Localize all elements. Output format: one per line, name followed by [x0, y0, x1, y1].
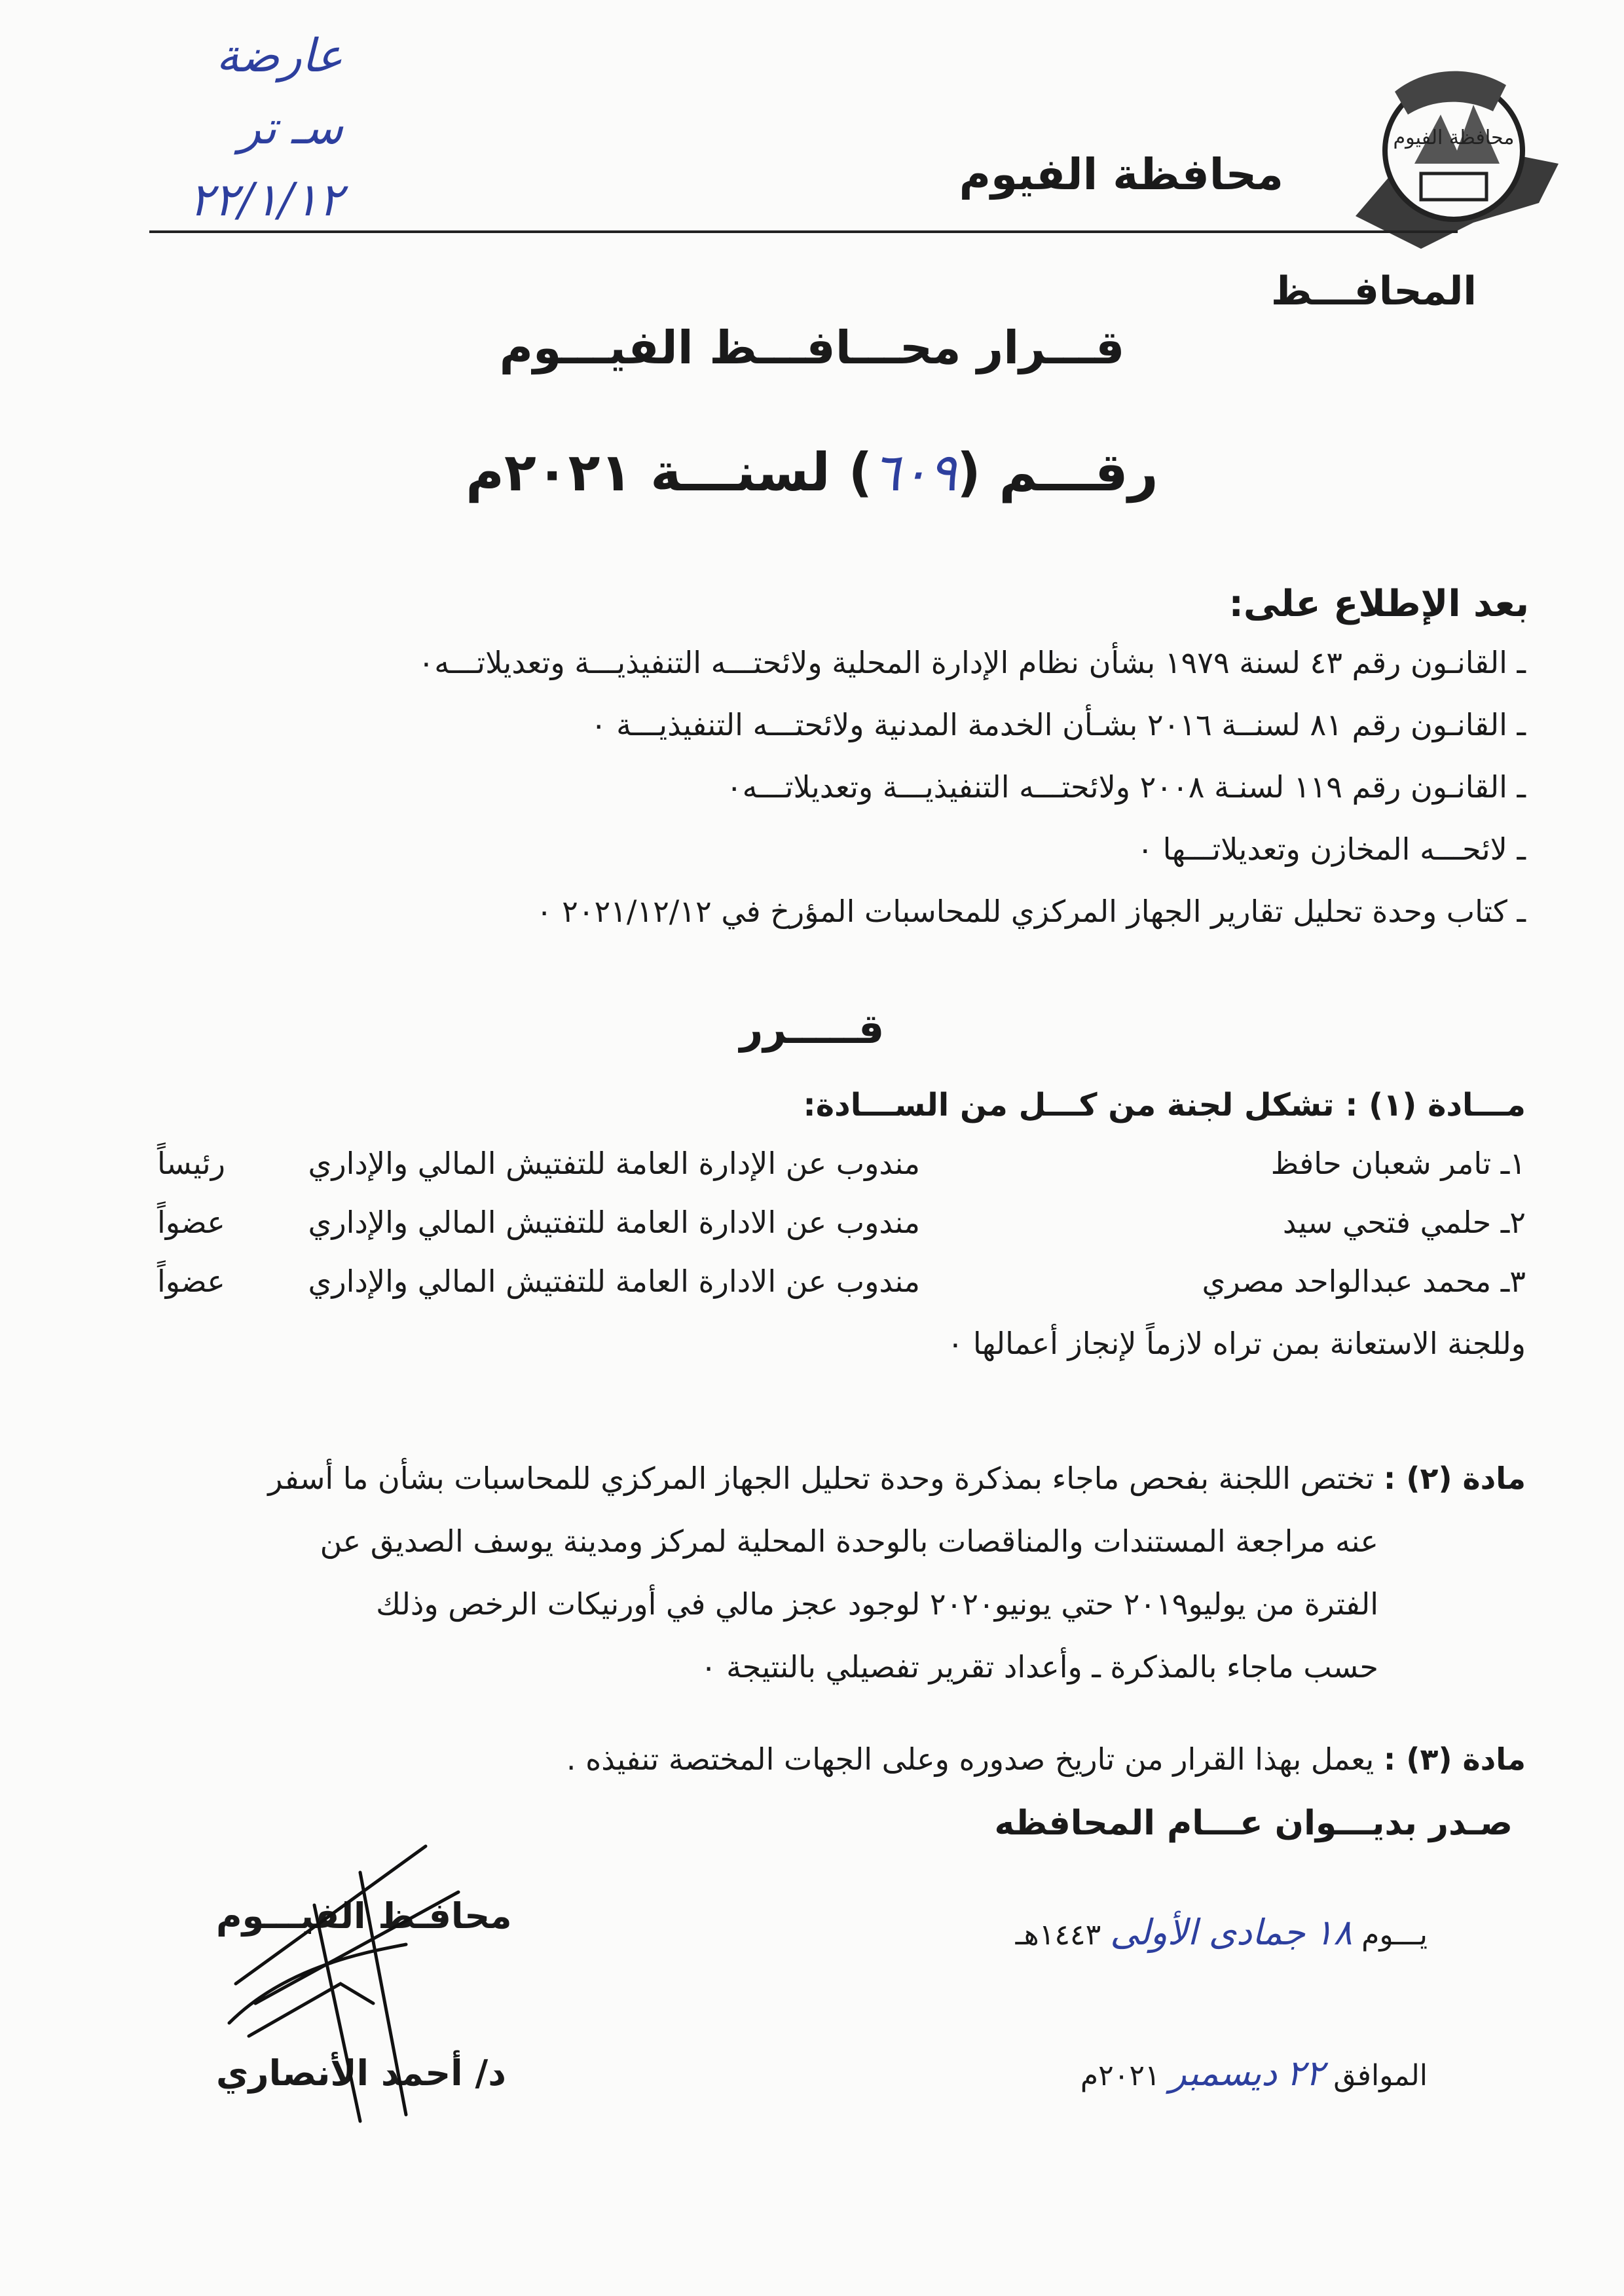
letterhead-divider	[149, 230, 1458, 233]
decision-number-value: ٦٠٩	[872, 442, 957, 503]
article-2-line: حسب ماجاء بالمذكرة ـ وأعداد تقرير تفصيلي بالنتيجة ٠	[700, 1649, 1378, 1685]
annotation-line-3: ٢٢/١/١٢	[189, 173, 343, 227]
signatory-title: محافـظ الفيـــوم	[216, 1895, 512, 1937]
governorate-name: محافظة الفيوم	[959, 149, 1283, 200]
hijri-date-prefix: يـــوم	[1361, 1918, 1428, 1952]
article-1-heading: مـــادة (١) : تشكل لجنة من كـــل من الســـادة:	[803, 1087, 1526, 1123]
preamble-item: ـ كتاب وحدة تحليل تقارير الجهاز المركزي للمحاسبات المؤرخ في ٢٠٢١/١٢/١٢ ٠	[536, 894, 1526, 929]
member-name: ٣ـ محمد عبدالواحد مصري	[1202, 1264, 1526, 1299]
article-2-heading: مادة (٢) :	[1383, 1461, 1526, 1496]
decided-heading: قـــــرر	[739, 1005, 885, 1053]
hijri-month: جمادى الأولى	[1110, 1912, 1306, 1953]
office-label: المحافـــظ	[1270, 268, 1477, 314]
member-name: ١ـ تامر شعبان حافظ	[1270, 1146, 1526, 1181]
member-name: ٢ـ حلمي فتحي سيد	[1282, 1205, 1526, 1240]
decision-number	[0, 442, 1624, 503]
article-2-line: تختص اللجنة بفحص ماجاء بمذكرة وحدة تحليل الجهاز المركزي للمحاسبات بشأن ما أسفر	[268, 1461, 1375, 1496]
preamble-heading: بعد الإطلاع على:	[1228, 583, 1529, 625]
gregorian-month: ديسمبر	[1169, 2052, 1278, 2094]
member-role: رئيساً	[157, 1146, 225, 1181]
preamble-item: ـ القانـون رقم ٤٣ لسنة ١٩٧٩ بشأن نظام الإدارة المحلية ولائحتـــه التنفيذيـــة وتعديلاتـــه٠	[418, 645, 1526, 680]
signature-scribble-icon	[210, 1833, 485, 2134]
annotation-line-1: عارضة	[216, 29, 343, 82]
article-2-line: الفترة من يوليو٢٠١٩ حتي يونيو٢٠٢٠ لوجود عجز مالي في أورنيكات الرخص وذلك	[376, 1586, 1378, 1622]
member-representation: مندوب عن الادارة العامة للتفتيش المالي والإداري	[308, 1264, 920, 1299]
article-2-line: عنه مراجعة المستندات والمناقصات بالوحدة المحلية لمركز ومدينة يوسف الصديق عن	[320, 1523, 1378, 1559]
gregorian-day: ٢٢	[1286, 2052, 1325, 2094]
signatory-name: د/ أحمد الأنصاري	[216, 2052, 506, 2094]
annotation-line-2: سـ تر	[238, 101, 343, 155]
preamble-item: ـ القانـون رقم ١١٩ لسنـة ٢٠٠٨ ولائحتـــه التنفيذيـــة وتعديلاتـــه٠	[726, 769, 1526, 805]
committee-assistance-clause: وللجنة الاستعانة بمن تراه لازماً لإنجاز أعمالها ٠	[947, 1326, 1526, 1361]
preamble-item: ـ لائحـــه المخازن وتعديلاتـــها ٠	[1137, 831, 1526, 867]
committee-member-row	[98, 1205, 1526, 1257]
emblem-text: محافظة الفيوم	[1393, 126, 1515, 149]
committee-member-row	[98, 1264, 1526, 1316]
member-role: عضواً	[157, 1205, 225, 1240]
member-representation: مندوب عن الادارة العامة للتفتيش المالي والإداري	[308, 1205, 920, 1240]
member-representation: مندوب عن الإدارة العامة للتفتيش المالي والإداري	[308, 1146, 920, 1181]
hijri-day: ١٨	[1314, 1912, 1353, 1953]
article-3	[566, 1741, 1526, 1777]
handwritten-annotation	[98, 20, 343, 236]
decision-number-suffix: ) لسنـــة ٢٠٢١م	[466, 442, 873, 503]
hijri-year: ١٤٤٣هـ	[1015, 1918, 1101, 1952]
decision-number-prefix: رقـــم (	[957, 442, 1158, 503]
article-3-text: يعمل بهذا القرار من تاريخ صدوره وعلى الجهات المختصة تنفيذه .	[566, 1741, 1375, 1777]
committee-member-row	[98, 1146, 1526, 1198]
gregorian-year: ٢٠٢١م	[1080, 2059, 1160, 2092]
member-role: عضواً	[157, 1264, 225, 1299]
article-2	[111, 1447, 1526, 1698]
preamble-item: ـ القانـون رقم ٨١ لسنــة ٢٠١٦ بشـأن الخدمة المدنية ولائحتـــه التنفيذيـــة ٠	[590, 707, 1526, 742]
article-3-heading: مادة (٣) :	[1383, 1741, 1526, 1777]
gregorian-date-prefix: الموافق	[1333, 2059, 1428, 2092]
hijri-date	[1016, 1912, 1428, 1953]
gregorian-date	[1080, 2052, 1428, 2094]
issued-at-line: صـدر بديـــوان عـــام المحافظه	[994, 1804, 1513, 1843]
decision-title: قـــرار محـــافـــظ الفيـــوم	[499, 321, 1125, 374]
